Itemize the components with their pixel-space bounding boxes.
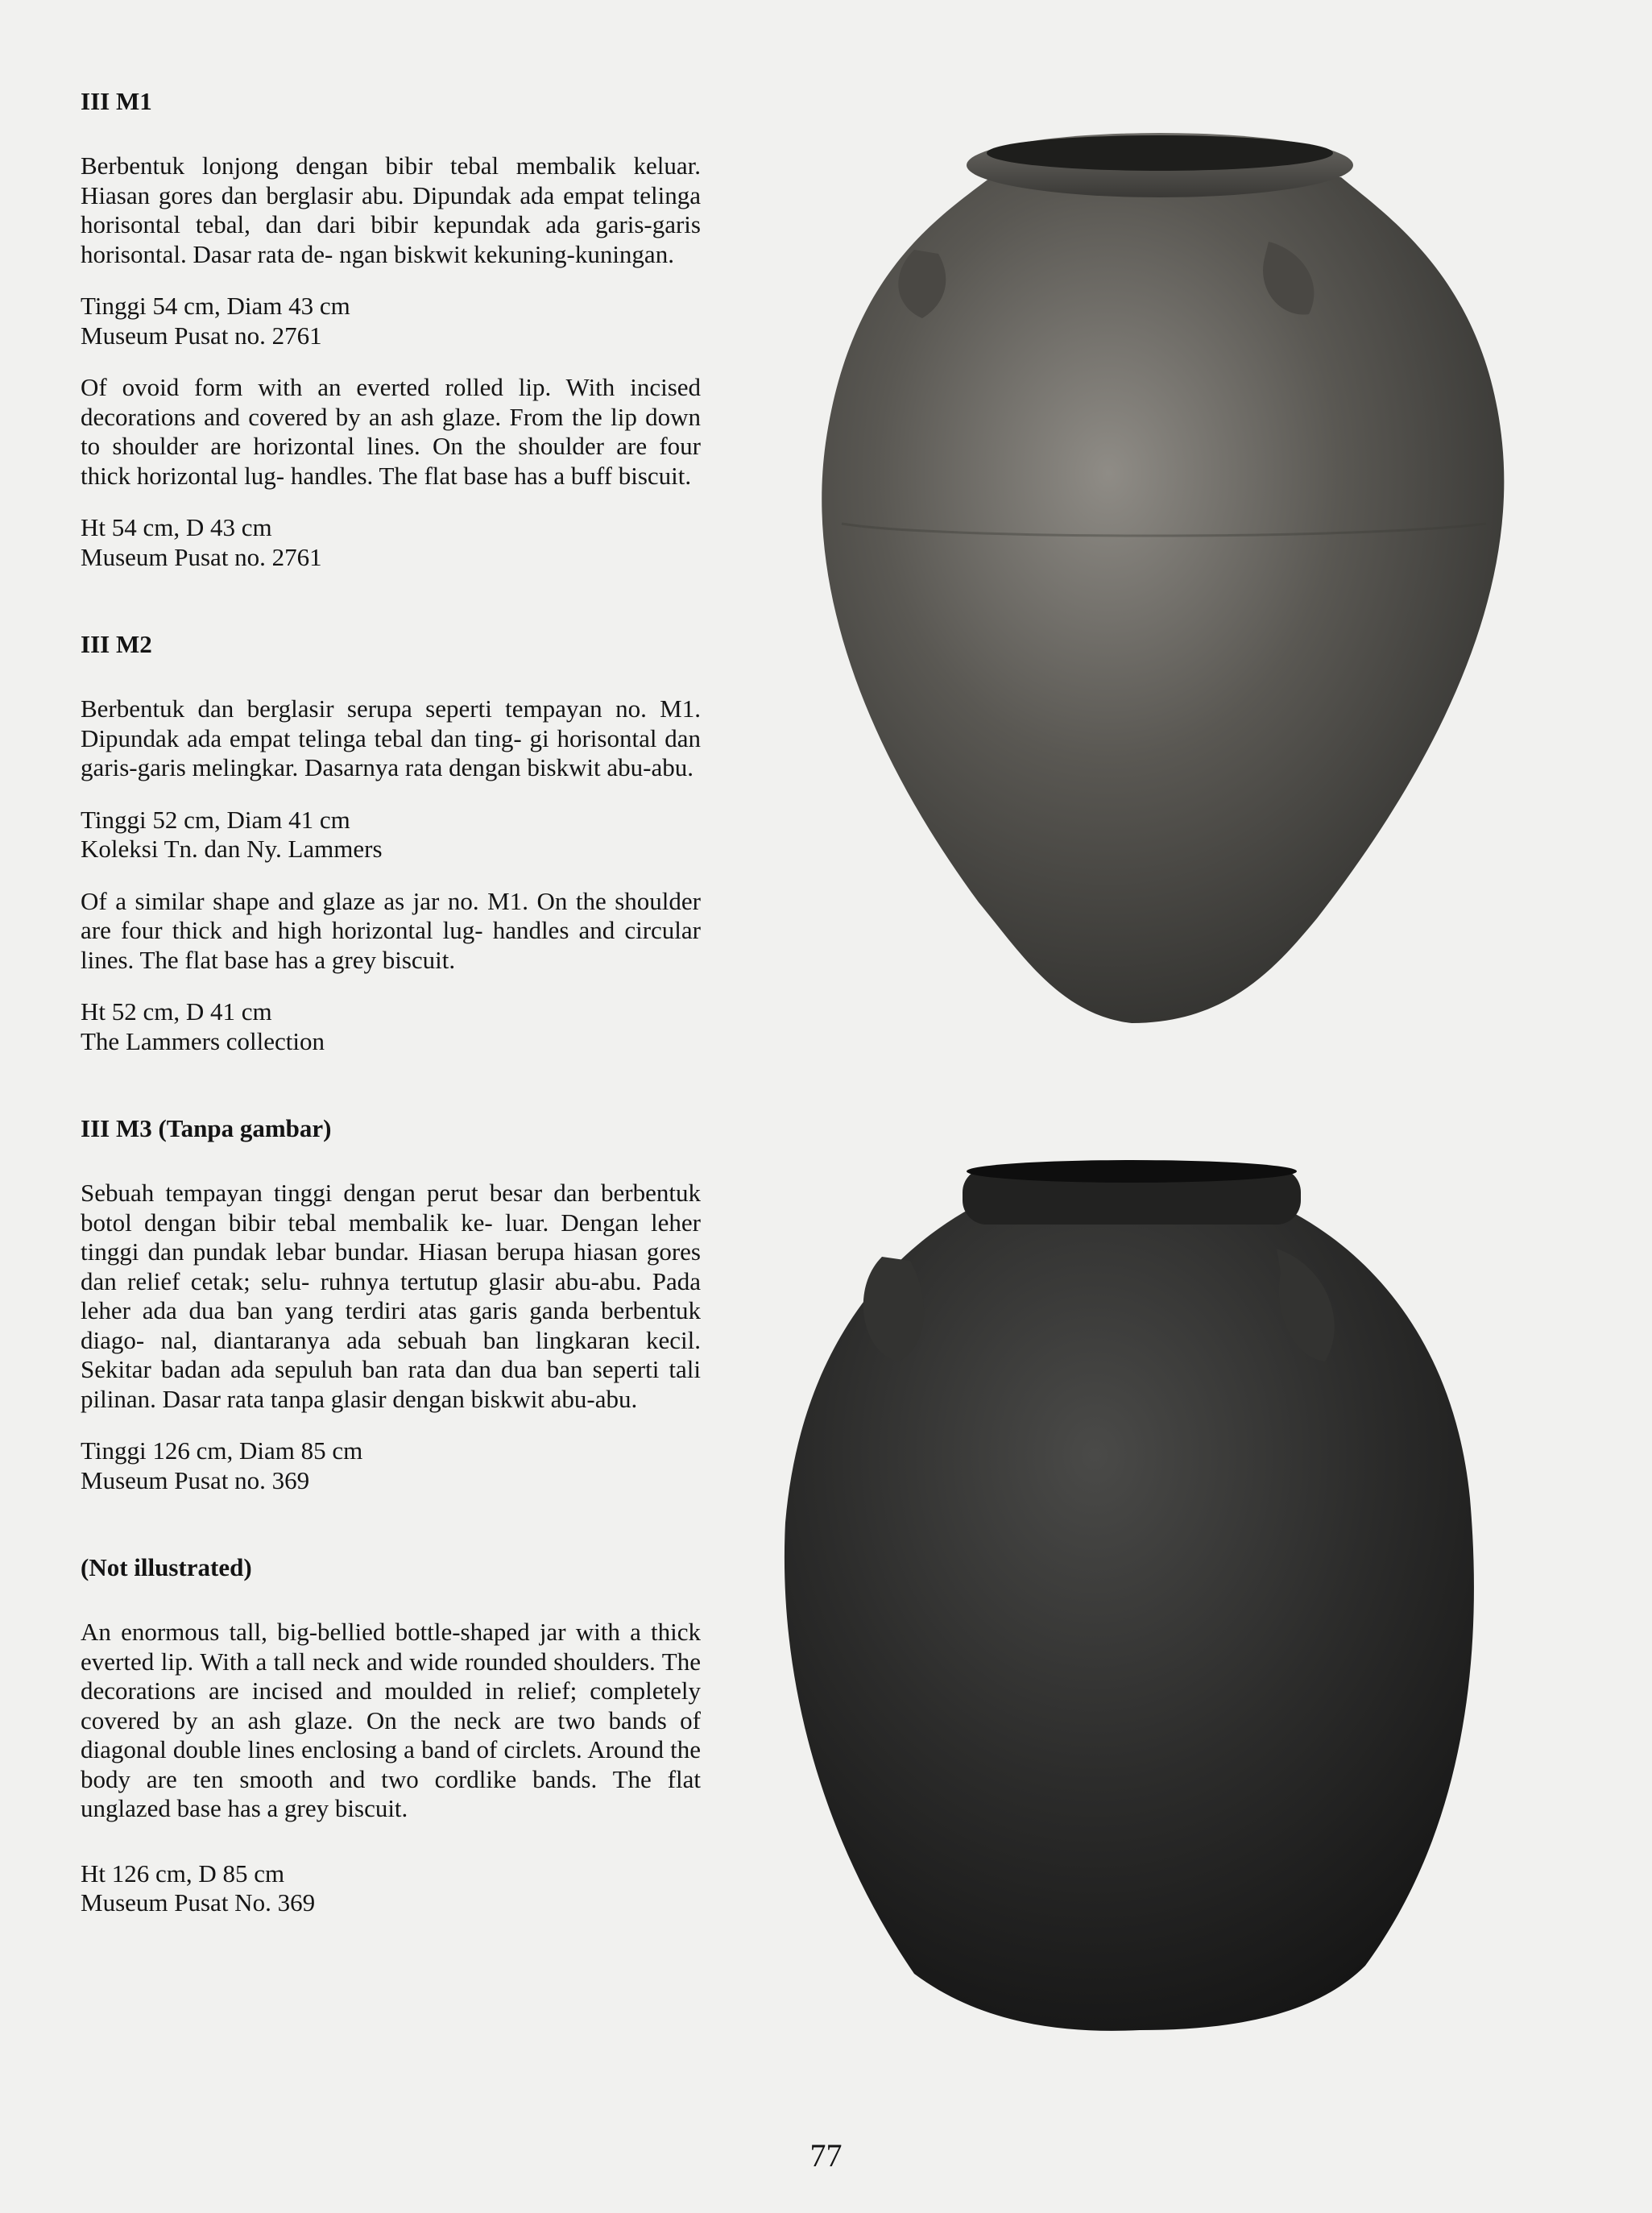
- m3-id-line: Sebuah tempayan tinggi dengan perut besar dan: [81, 1179, 590, 1207]
- m1-id-line: ada empat telinga horisontal tebal, dan dari bibir: [81, 180, 702, 238]
- m2-en-line: shoulder are four thick and high horizontal lug-: [81, 886, 701, 944]
- m3-id-line: Sekitar badan ada sepuluh ban rata dan dua ban: [81, 1355, 583, 1383]
- entry-title-m3: III M3 (Tanpa gambar): [81, 1114, 332, 1142]
- m3-id-line: ban yang terdiri atas garis ganda berbentuk diago-: [81, 1296, 702, 1354]
- m1-en-line: Of ovoid form with an everted rolled lip. With: [81, 373, 615, 401]
- m2-id-line: Berbentuk dan berglasir serupa seperti tempayan: [81, 694, 602, 723]
- m3-en-line: glaze. On the neck are two bands of diagonal: [81, 1705, 701, 1763]
- m1-indonesian-description: [81, 151, 701, 269]
- m3-en-size: Ht 126 cm, D 85 cm: [81, 1859, 285, 1888]
- page-number: 77: [809, 2137, 843, 2174]
- m1-en-line: incised decorations and covered by an ash glaze.: [81, 373, 702, 431]
- m1-id-source: Museum Pusat no. 2761: [81, 321, 322, 350]
- m1-id-line: keluar. Hiasan gores dan berglasir abu. Dipundak: [81, 151, 702, 209]
- m3-en-line: An enormous tall, big-bellied bottle-shaped jar with: [81, 1618, 620, 1646]
- m3-id-line: seperti tali pilinan. Dasar rata tanpa glasir dengan: [81, 1355, 701, 1413]
- m1-id-line: ngan biskwit kekuning-kuningan.: [339, 239, 674, 268]
- jar-m1-photo: [793, 121, 1522, 1047]
- m3-indonesian-description: [81, 1179, 701, 1414]
- m1-id-line: Berbentuk lonjong dengan bibir tebal membalik: [81, 151, 616, 180]
- m2-id-line: gi horisontal dan garis-garis melingkar. Dasarnya: [81, 723, 702, 781]
- m3-id-line: ruhnya tertutup glasir abu-abu. Pada leher ada dua: [81, 1266, 701, 1324]
- m2-en-size: Ht 52 cm, D 41 cm: [81, 997, 272, 1026]
- m1-id-line: kepundak ada garis-garis horisontal. Dasar rata de-: [81, 210, 701, 268]
- m2-indonesian-description: [81, 694, 701, 783]
- m1-en-line: From the lip down to shoulder are horizontal lines.: [81, 402, 701, 460]
- m3-en-line: the body are ten smooth and two cordlike bands.: [81, 1735, 701, 1793]
- m3-id-line: biskwit abu-abu.: [470, 1384, 638, 1413]
- m2-english-description: [81, 887, 701, 976]
- m3-en-line: moulded in relief; completely covered by an ash: [81, 1676, 701, 1734]
- m3-id-size: Tinggi 126 cm, Diam 85 cm: [81, 1436, 363, 1465]
- m3-id-line: nal, diantaranya ada sebuah ban lingkaran kecil.: [160, 1325, 702, 1354]
- m2-id-source: Koleksi Tn. dan Ny. Lammers: [81, 835, 383, 863]
- m3-en-line: double lines enclosing a band of circlets. Around: [172, 1735, 664, 1763]
- m3-en-line: a thick everted lip. With a tall neck and wide: [81, 1618, 702, 1676]
- entry-title-m1: III M1: [81, 87, 152, 115]
- m1-en-source: Museum Pusat no. 2761: [81, 542, 322, 571]
- m1-id-size: Tinggi 54 cm, Diam 43 cm: [81, 292, 350, 320]
- m1-en-line: handles. The flat base has a buff biscuit.: [290, 461, 692, 490]
- entry-title-m2: III M2: [81, 630, 152, 658]
- m3-id-line: luar. Dengan leher tinggi dan pundak lebar bundar.: [81, 1208, 701, 1266]
- m2-en-line: Of a similar shape and glaze as jar no. M1. On the: [81, 886, 607, 915]
- m3-id-line: berbentuk botol dengan bibir tebal membalik ke-: [81, 1179, 701, 1237]
- m2-en-line: biscuit.: [382, 945, 456, 974]
- m2-id-line: rata dengan biskwit abu-abu.: [404, 753, 694, 781]
- m3-id-source: Museum Pusat no. 369: [81, 1465, 310, 1494]
- m2-en-source: The Lammers collection: [81, 1026, 325, 1055]
- m3-en-source: Museum Pusat No. 369: [81, 1888, 316, 1917]
- m3-id-line: Hiasan berupa hiasan gores dan relief cetak; selu-: [81, 1237, 701, 1295]
- entry-title-not-illustrated: (Not illustrated): [81, 1553, 252, 1581]
- m2-en-line: handles and circular lines. The flat base has a grey: [81, 916, 701, 974]
- text-column: [81, 87, 701, 1918]
- jar-m2-photo: [769, 1160, 1494, 2046]
- m2-id-size: Tinggi 52 cm, Diam 41 cm: [81, 805, 350, 834]
- m1-en-line: On the shoulder are four thick horizontal lug-: [81, 432, 702, 490]
- m3-en-line: The flat unglazed base has a grey biscuit.: [81, 1764, 701, 1822]
- m1-english-description: [81, 373, 701, 491]
- m3-en-line: rounded shoulders. The decorations are incised and: [81, 1647, 701, 1705]
- m1-en-size: Ht 54 cm, D 43 cm: [81, 513, 272, 541]
- m2-id-line: no. M1. Dipundak ada empat telinga tebal dan ting-: [81, 694, 701, 752]
- m3-english-description: [81, 1618, 701, 1824]
